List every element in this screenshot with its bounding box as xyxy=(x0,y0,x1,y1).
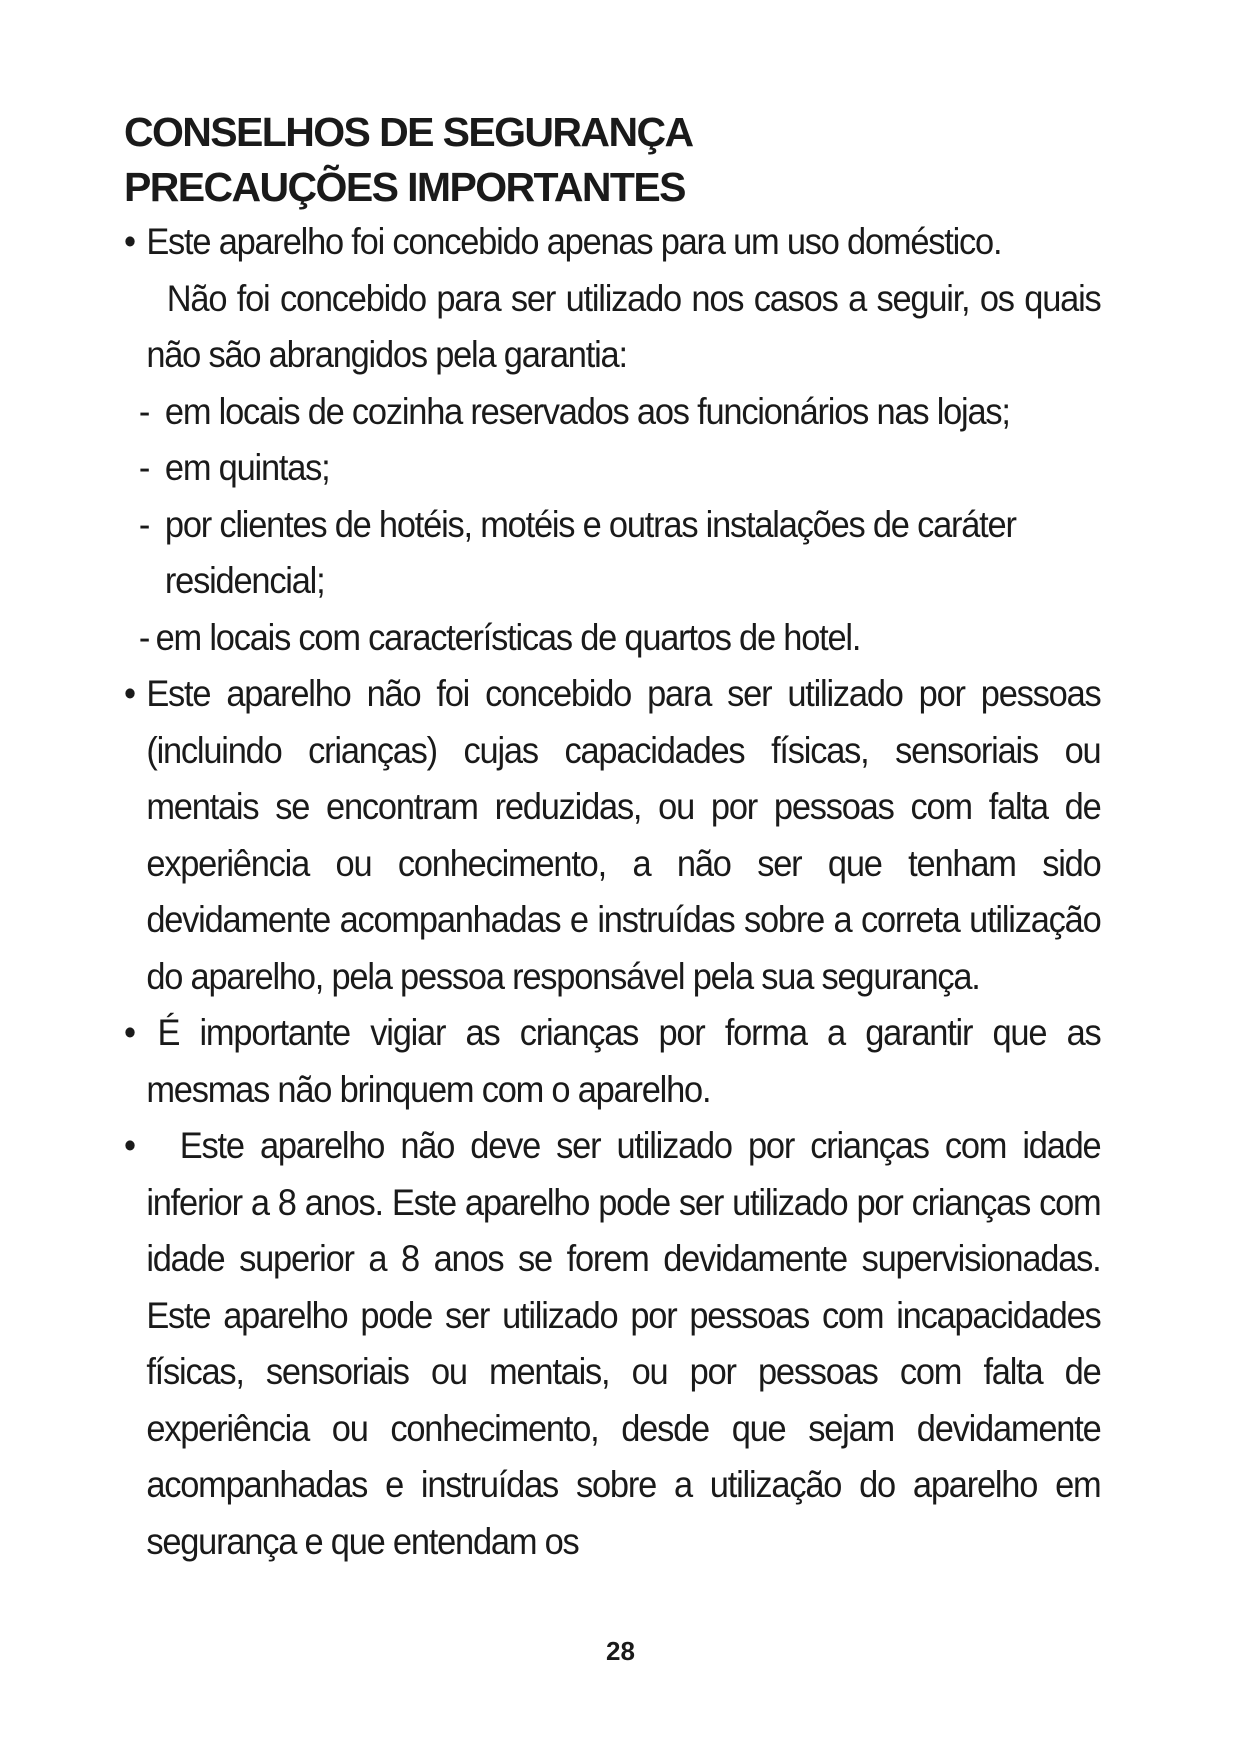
bullet-text: Este aparelho não foi concebido para ser utilizado por pessoas (incluindo crianças) cujas capacidades físicas, sensoriais ou mentais se encontram reduzidas, ou por pessoas com falta de experiência ou conhecimento, a não ser que tenham sido devidamente acompanhadas e instruídas sobre a correta utilização do aparelho, pela pessoa responsável pela sua segurança. xyxy=(146,673,1101,997)
bullet-supervise-children xyxy=(124,1005,1101,1118)
bullet-text: Este aparelho não deve ser utilizado por crianças com idade inferior a 8 anos. Este aparelho pode ser utilizado por crianças com idade superior a 8 anos se forem devidamente supervisionadas. Este aparelho pode ser utilizado por pessoas com incapacidades físicas, sensoriais ou mentais, ou por pessoas com falta de experiência ou conhecimento, desde que sejam devidamente acompanhadas e instruídas sobre a utilização do aparelho em segurança e que entendam os xyxy=(146,1125,1101,1562)
list-item-text: em locais com características de quartos de hotel. xyxy=(155,616,861,658)
page-number: 28 xyxy=(606,1636,635,1666)
bullet-mark: • xyxy=(124,221,135,262)
heading-safety-advice: CONSELHOS DE SEGURANÇA xyxy=(124,109,693,155)
list-item-text: em quintas; xyxy=(164,447,330,488)
list-item-farms xyxy=(124,440,1101,497)
bullet-text: Este aparelho foi concebido apenas para um uso doméstico. xyxy=(146,221,1002,262)
dash-mark: - xyxy=(138,447,150,488)
bullet-domestic-use xyxy=(124,214,1101,384)
bullet-age-restriction xyxy=(124,1118,1101,1570)
bullet-mark: • xyxy=(124,673,135,714)
bullet-mark: • xyxy=(124,1125,135,1166)
dash-mark: - xyxy=(138,390,150,432)
dash-mark: - xyxy=(138,503,150,545)
list-item-shop-kitchens xyxy=(124,384,1101,441)
list-item-text: por clientes de hotéis, motéis e outras instalações de caráter residencial; xyxy=(164,503,1016,601)
list-item-hotels xyxy=(124,497,1101,610)
bullet-text: É importante vigiar as crianças por forma a garantir que as mesmas não brinquem com o aparelho. xyxy=(146,1012,1101,1110)
dash-mark: - xyxy=(138,616,150,658)
bullet-reduced-capacity xyxy=(124,666,1101,1005)
list-item-hotel-rooms xyxy=(124,610,1101,667)
heading-important-precautions: PRECAUÇÕES IMPORTANTES xyxy=(124,164,685,210)
list-item-text: em locais de cozinha reservados aos funcionários nas lojas; xyxy=(164,390,1010,432)
bullet-mark: • xyxy=(124,1012,135,1053)
bullet-continuation: Não foi concebido para ser utilizado nos casos a seguir, os quais não são abrangidos pela garantia: xyxy=(146,277,1101,375)
safety-content xyxy=(124,214,1101,1570)
